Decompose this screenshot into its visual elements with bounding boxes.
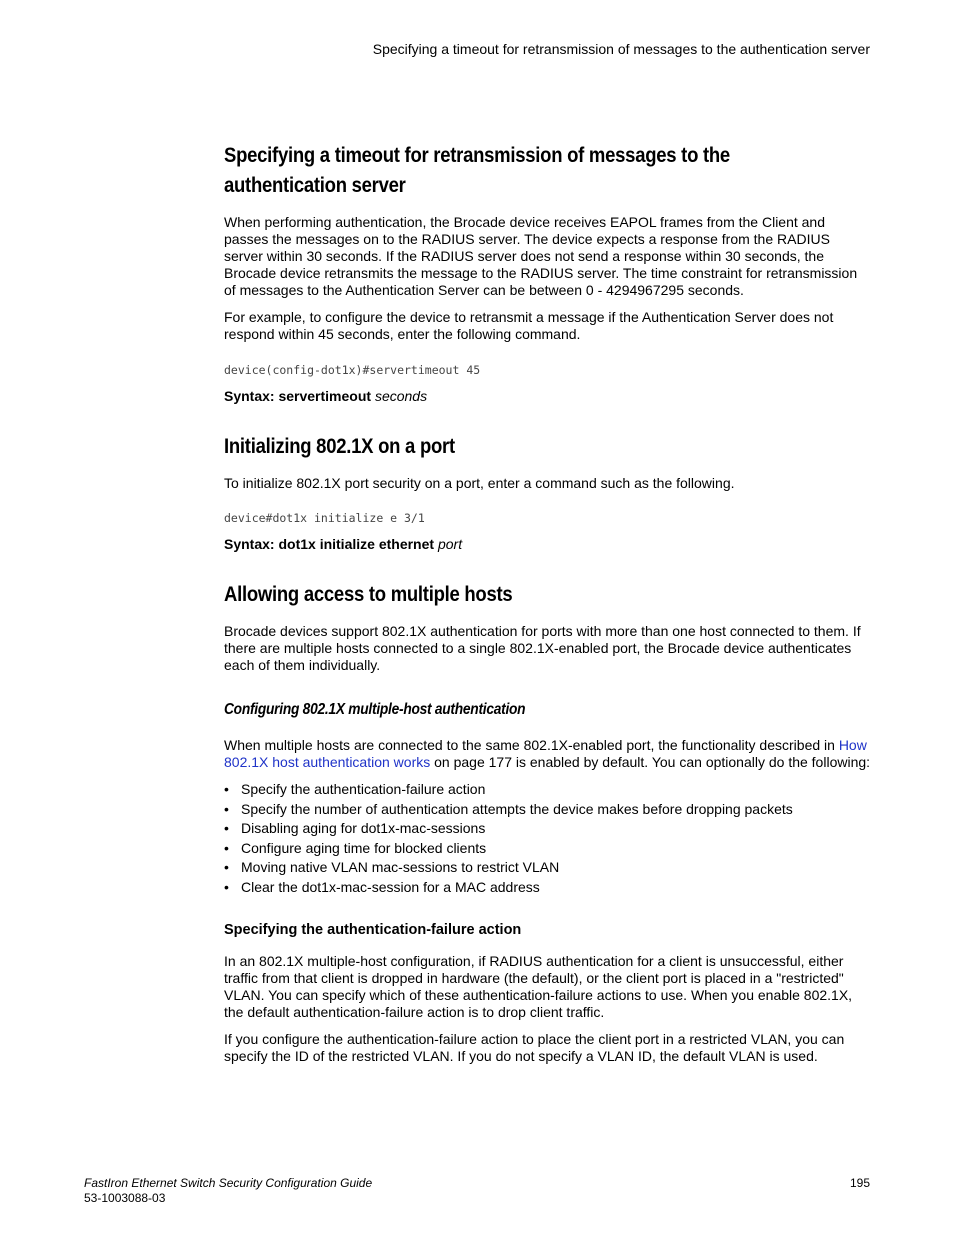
paragraph: If you configure the authentication-failure action to place the client port in a restricted VLAN, you can specify the ID of the restricted VLAN. If you do not specify a VLAN ID, the default VLAN is used. — [224, 1031, 845, 1064]
options-list — [224, 781, 872, 896]
list-item: • Disabling aging for dot1x-mac-sessions — [224, 820, 486, 836]
list-item: • Specify the number of authentication attempts the device makes before dropping packets — [224, 800, 793, 817]
list-item-text: Moving native VLAN mac-sessions to restrict VLAN — [241, 859, 560, 875]
document-number: 53-1003088-03 — [84, 1191, 166, 1205]
list-item-text: Specify the authentication-failure action — [241, 781, 486, 797]
link-text: How — [838, 737, 867, 753]
paragraph: In an 802.1X multiple-host configuration, if RADIUS authentication for a client is unsuccessful, either traffic from that client is dropped in hardware (the default), or the client port is placed in a "restricted" VLAN. You can specify which of these authentication-failure actions to use. When you enable 802.1X, the default authentication-failure action is to drop client traffic. — [224, 953, 853, 1020]
paragraph-text: When multiple hosts are connected to the same 802.1X-enabled port, the functionality described in — [224, 737, 839, 753]
syntax-command: Syntax: servertimeout — [224, 388, 372, 404]
syntax-parameter: port — [437, 536, 463, 552]
paragraph: When performing authentication, the Brocade device receives EAPOL frames from the Client and passes the messages on to the RADIUS server. The device expects a response from the RADIUS server within 30 seconds. If the RADIUS server does not send a response within 30 seconds, the Brocade device retransmits the message to the RADIUS server. The time constraint for retransmission of messages to the Authentication Server can be between 0 - 4294967295 seconds. — [224, 214, 858, 298]
paragraph — [224, 737, 872, 771]
footer-left — [84, 1176, 372, 1206]
link-text: 802.1X host authentication works — [224, 754, 431, 770]
list-item: • Specify the authentication-failure action — [224, 781, 486, 797]
list-item-text: Configure aging time for blocked clients — [241, 839, 487, 856]
section-title-line: Specifying a timeout for retransmission of messages to the — [224, 143, 730, 167]
page-content — [224, 140, 872, 1065]
paragraph: To initialize 802.1X port security on a port, enter a command such as the following. — [224, 475, 735, 491]
running-header: Specifying a timeout for retransmission of messages to the authentication server — [372, 41, 870, 57]
list-item-text: Clear the dot1x-mac-session for a MAC address — [241, 878, 540, 895]
section-title-timeout — [224, 140, 871, 200]
page-number: 195 — [849, 1176, 870, 1190]
list-item: • Configure aging time for blocked clients — [224, 839, 487, 856]
syntax-line — [224, 536, 872, 553]
paragraph-text: on page 177 is enabled by default. You can optionally do the following: — [430, 754, 871, 770]
paragraph: Brocade devices support 802.1X authentication for ports with more than one host connected to them. If there are multiple hosts connected to a single 802.1X-enabled port, the Brocade device authenticates each of them individually. — [224, 623, 861, 673]
list-item-text: Disabling aging for dot1x-mac-sessions — [241, 820, 486, 836]
paragraph: For example, to configure the device to retransmit a message if the Authentication Server does not respond within 45 seconds, enter the following command. — [224, 309, 834, 342]
code-example: device(config-dot1x)#servertimeout 45 — [224, 363, 481, 377]
syntax-line — [224, 388, 872, 405]
list-item: • Moving native VLAN mac-sessions to restrict VLAN — [224, 859, 560, 875]
guide-title: FastIron Ethernet Switch Security Configuration Guide — [84, 1176, 373, 1190]
code-example: device#dot1x initialize e 3/1 — [224, 511, 425, 525]
section-title-multiple-hosts: Allowing access to multiple hosts — [224, 582, 513, 606]
list-item-text: Specify the number of authentication attempts the device makes before dropping packets — [241, 800, 793, 817]
subsection-title: Configuring 802.1X multiple-host authentication — [224, 701, 526, 718]
sub-heading: Specifying the authentication-failure action — [224, 922, 522, 938]
list-item: • Clear the dot1x-mac-session for a MAC address — [224, 878, 540, 895]
section-title-line: authentication server — [224, 173, 406, 197]
syntax-command: Syntax: dot1x initialize ethernet — [224, 536, 435, 552]
syntax-parameter: seconds — [374, 388, 428, 404]
section-title-initializing: Initializing 802.1X on a port — [224, 434, 455, 458]
